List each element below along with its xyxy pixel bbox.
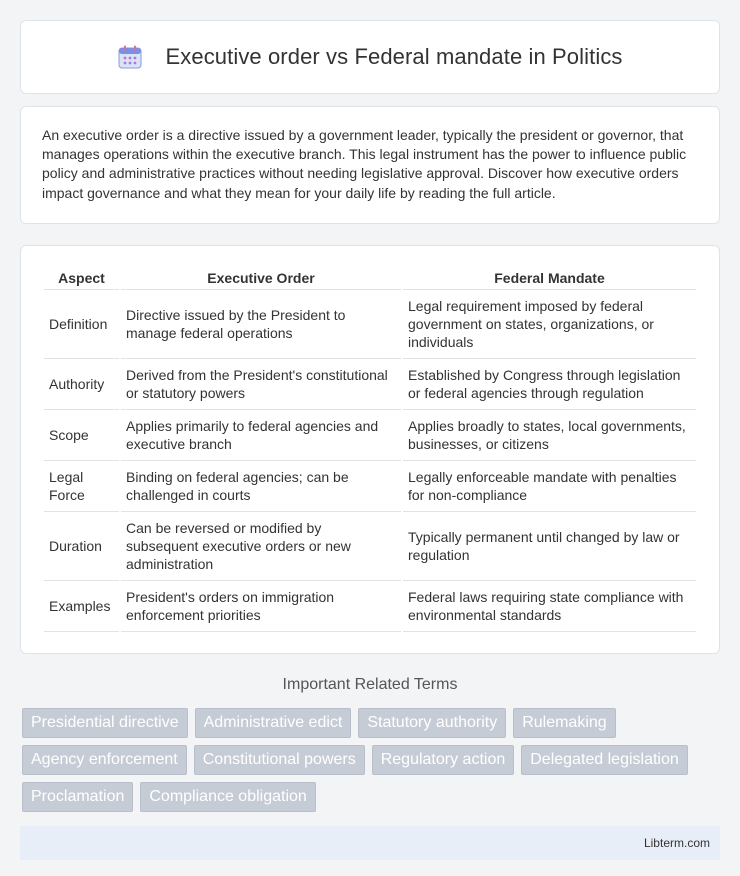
table-header-row [44, 265, 696, 290]
cell-aspect: Definition [44, 290, 119, 359]
cell-aspect: Scope [44, 410, 119, 461]
related-term-tag[interactable]: Agency enforcement [22, 745, 187, 775]
table-row [44, 512, 696, 581]
table-row [44, 461, 696, 512]
cell-executive-order: Binding on federal agencies; can be challenged in courts [121, 461, 401, 512]
cell-federal-mandate: Typically permanent until changed by law or regulation [403, 512, 696, 581]
cell-executive-order: Applies primarily to federal agencies and executive branch [121, 410, 401, 461]
related-term-tag[interactable]: Proclamation [22, 782, 133, 812]
header-federal-mandate: Federal Mandate [403, 265, 696, 290]
cell-federal-mandate: Applies broadly to states, local governments, businesses, or citizens [403, 410, 696, 461]
related-term-tag[interactable]: Rulemaking [513, 708, 615, 738]
cell-executive-order: Derived from the President's constitutional or statutory powers [121, 359, 401, 410]
related-term-tag[interactable]: Regulatory action [372, 745, 515, 775]
calendar-icon [117, 44, 143, 70]
related-term-tag[interactable]: Administrative edict [195, 708, 352, 738]
intro-text: An executive order is a directive issued by a government leader, typically the president or governor, that manages operations within the executive branch. This legal instrument has the power to influence public policy and administrative practices without needing legislative approval. Discover how executive orders impact governance and what they mean for your daily life by reading the full article. [42, 127, 687, 201]
comparison-card [20, 245, 720, 654]
related-term-tag[interactable]: Compliance obligation [140, 782, 315, 812]
header-aspect: Aspect [44, 265, 119, 290]
cell-federal-mandate: Established by Congress through legislation or federal agencies through regulation [403, 359, 696, 410]
cell-aspect: Legal Force [44, 461, 119, 512]
intro-card [20, 106, 720, 224]
related-terms-title: Important Related Terms [282, 675, 458, 693]
related-term-tag[interactable]: Delegated legislation [521, 745, 688, 775]
related-term-tag[interactable]: Statutory authority [358, 708, 506, 738]
header-executive-order: Executive Order [121, 265, 401, 290]
table-row [44, 581, 696, 632]
cell-federal-mandate: Federal laws requiring state compliance with environmental standards [403, 581, 696, 632]
page-header [20, 20, 720, 94]
cell-aspect: Duration [44, 512, 119, 581]
page-footer [20, 826, 720, 860]
cell-federal-mandate: Legally enforceable mandate with penalties for non-compliance [403, 461, 696, 512]
cell-executive-order: Can be reversed or modified by subsequent executive orders or new administration [121, 512, 401, 581]
related-term-tag[interactable]: Constitutional powers [194, 745, 365, 775]
cell-federal-mandate: Legal requirement imposed by federal government on states, organizations, or individuals [403, 290, 696, 359]
comparison-table [42, 265, 698, 632]
table-row [44, 290, 696, 359]
footer-site-link[interactable]: Libterm.com [643, 835, 710, 850]
page-title: Executive order vs Federal mandate in Politics [165, 44, 623, 69]
cell-executive-order: President's orders on immigration enforcement priorities [121, 581, 401, 632]
table-row [44, 410, 696, 461]
table-row [44, 359, 696, 410]
related-terms-list [22, 708, 718, 812]
cell-executive-order: Directive issued by the President to manage federal operations [121, 290, 401, 359]
cell-aspect: Authority [44, 359, 119, 410]
related-term-tag[interactable]: Presidential directive [22, 708, 188, 738]
cell-aspect: Examples [44, 581, 119, 632]
